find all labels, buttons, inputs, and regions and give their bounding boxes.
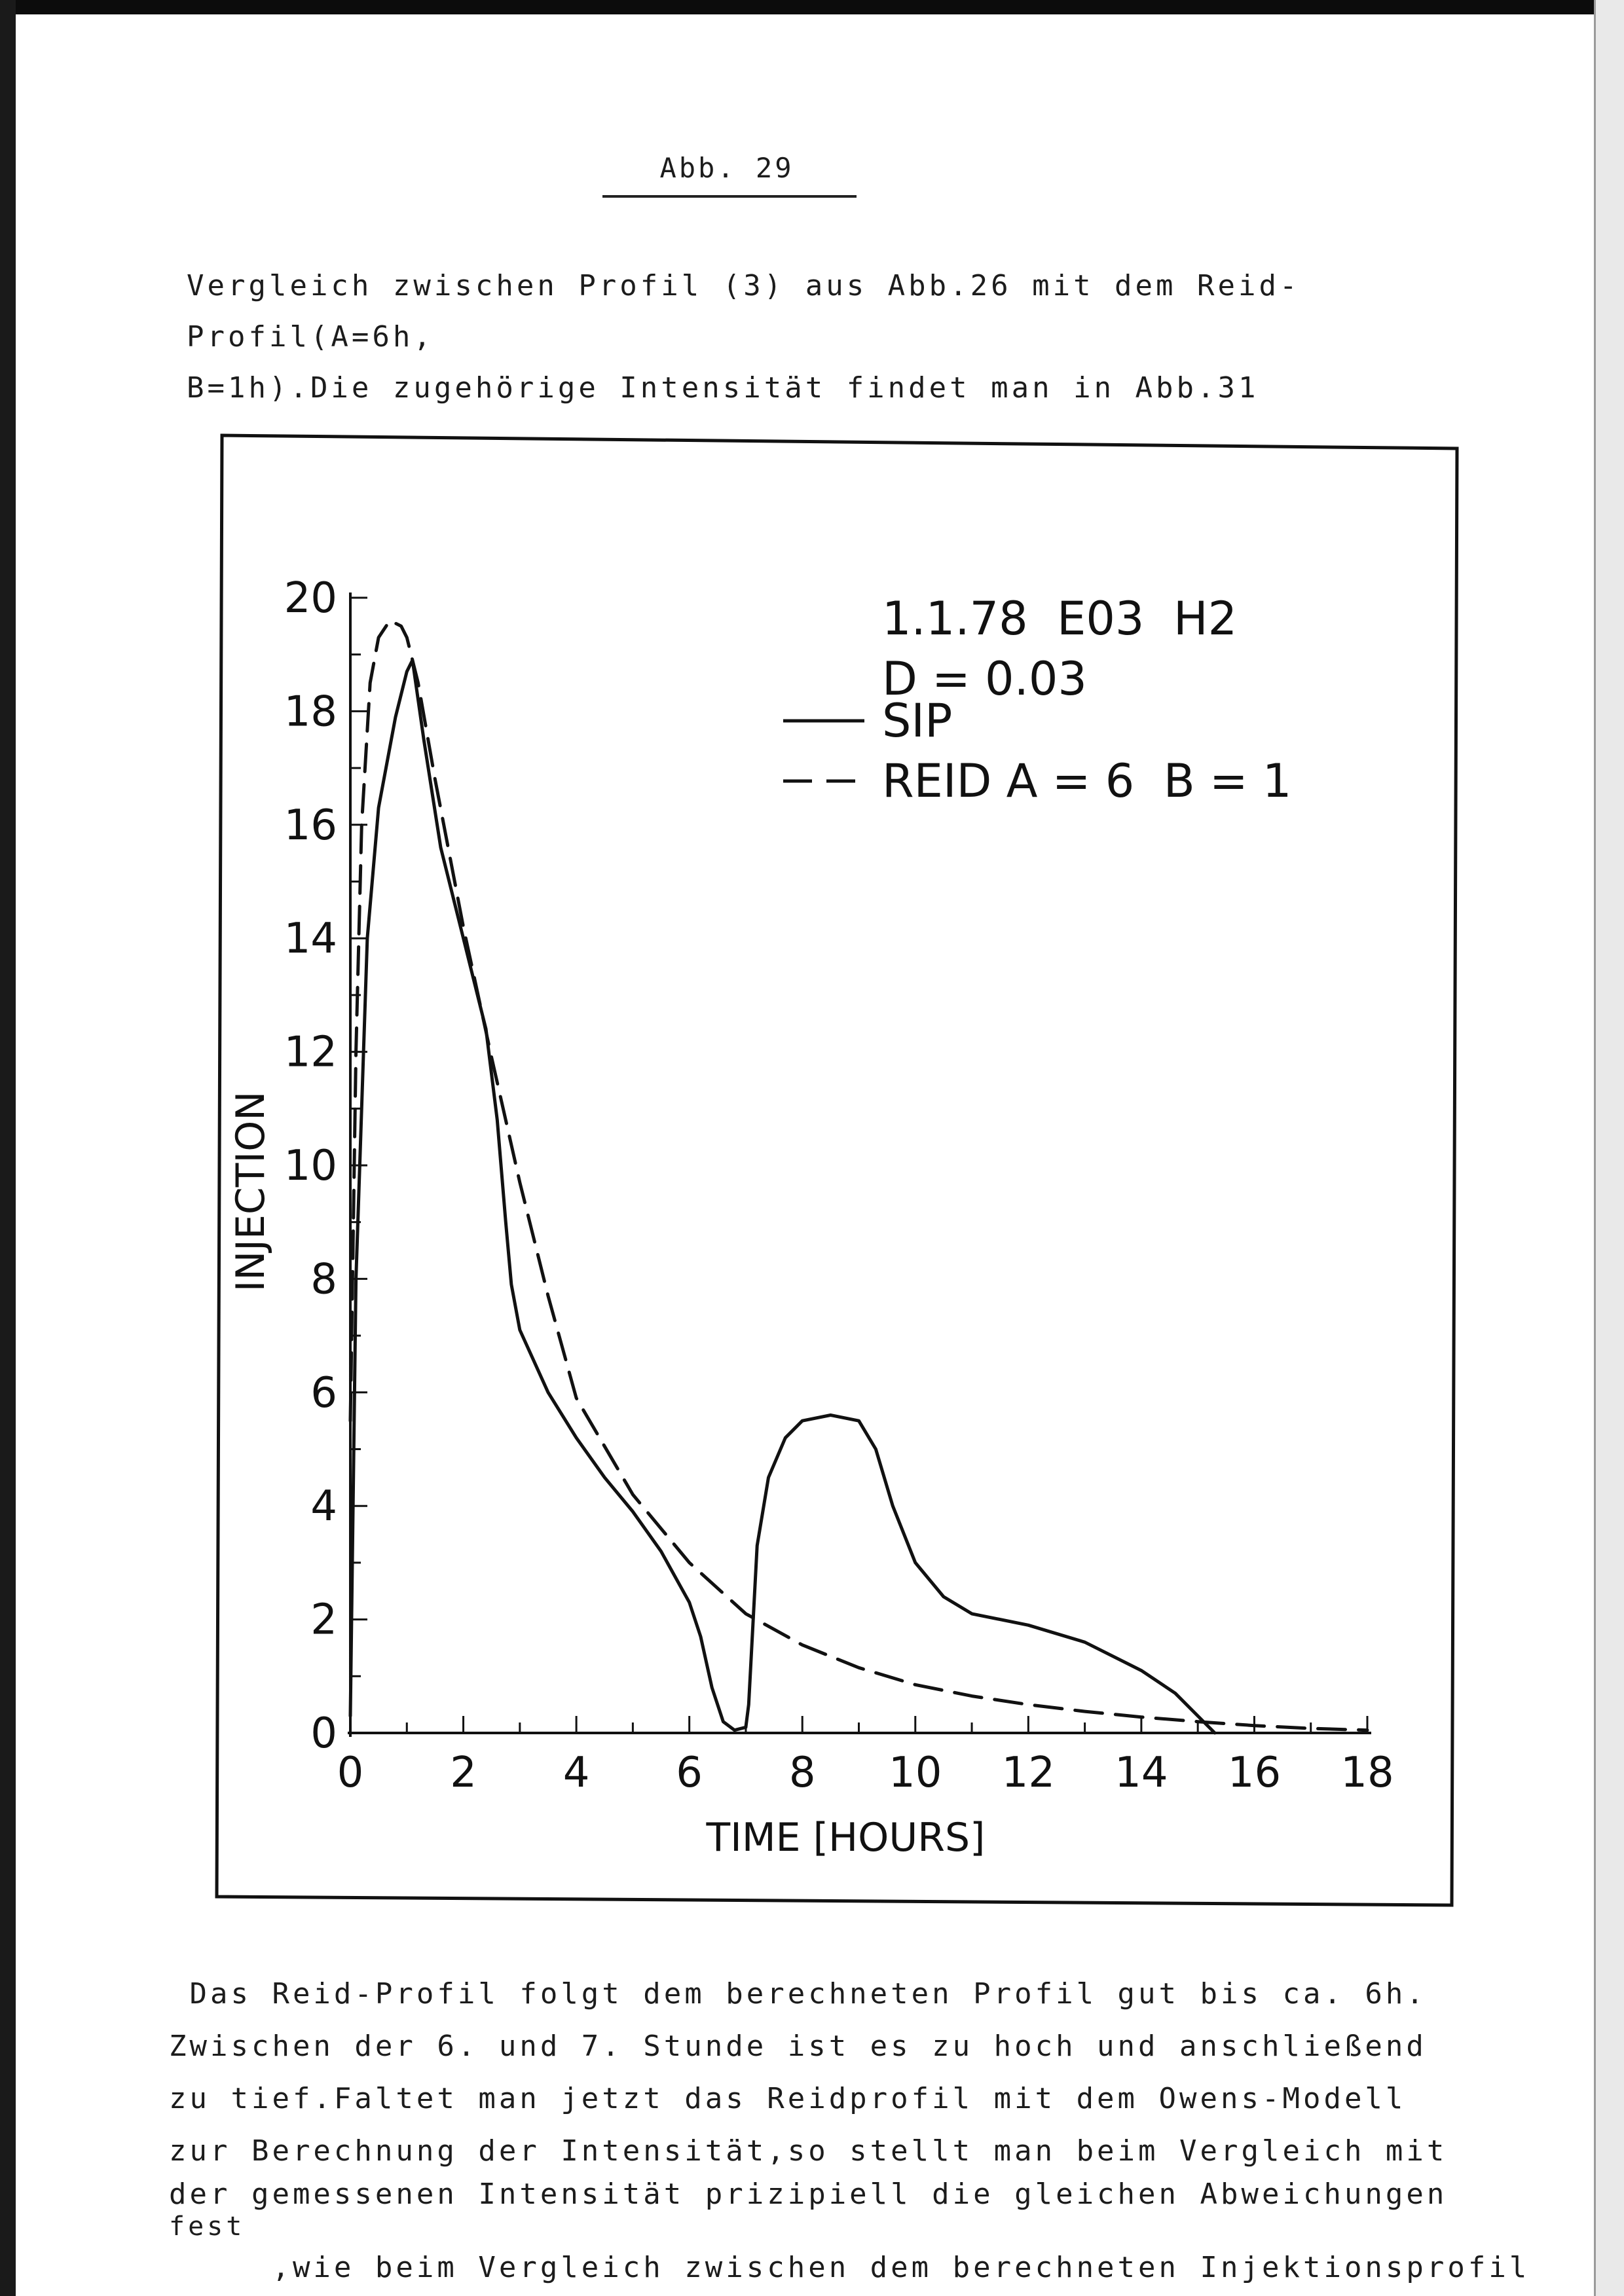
x-tick-label: 18 [1340, 1749, 1394, 1797]
body-line: zu tief.Faltet man jetzt das Reidprofil mit dem Owens-Modell [169, 2082, 1407, 2115]
legend-label-sip: SIP [882, 694, 953, 748]
y-tick-label: 2 [310, 1595, 337, 1645]
y-tick-label: 10 [284, 1142, 337, 1190]
y-tick-label: 14 [284, 915, 337, 964]
chart [219, 435, 1457, 1905]
body-line: Zwischen der 6. und 7. Stunde ist es zu hoch und anschließend [169, 2030, 1427, 2063]
y-tick-label: 4 [310, 1482, 337, 1531]
chart-border [217, 435, 1457, 1905]
x-tick-label: 8 [788, 1749, 816, 1797]
x-tick-label: 10 [889, 1749, 942, 1797]
y-tick-label: 16 [284, 801, 337, 850]
x-tick-label: 6 [676, 1749, 703, 1797]
x-tick-label: 16 [1227, 1749, 1282, 1797]
body-line: der gemessenen Intensität prizipiell die gleichen Abweichungen [169, 2178, 1448, 2211]
y-tick-label: 0 [310, 1709, 337, 1758]
x-tick-label: 0 [337, 1749, 364, 1797]
scan-right-edge [1594, 0, 1596, 2296]
x-tick-label: 14 [1115, 1749, 1168, 1797]
scan-top-border [0, 0, 1624, 14]
y-tick-label: 18 [284, 687, 337, 737]
legend-label-reid: REID A = 6 B = 1 [882, 754, 1292, 808]
plot-area [228, 574, 1394, 1861]
body-line: ,wie beim Vergleich zwischen dem berechneten Injektionsprofil [169, 2251, 1530, 2284]
body-line: fest [169, 2212, 246, 2242]
x-tick-label: 4 [563, 1749, 590, 1797]
chart-annotation: 1.1.78 E03 H2 [882, 592, 1238, 646]
y-tick-label: 8 [310, 1255, 337, 1304]
y-axis-label: INJECTION [228, 1091, 274, 1292]
x-tick-label: 12 [1001, 1749, 1056, 1797]
scan-left-border [0, 0, 16, 2296]
x-tick-label: 2 [450, 1749, 477, 1797]
figure-title-underline [602, 195, 857, 198]
body-line: Das Reid-Profil folgt dem berechneten Profil gut bis ca. 6h. [169, 1977, 1427, 2011]
scan-right-margin [1594, 0, 1624, 2296]
chart-frame [219, 435, 1457, 1905]
chart-annotation: D = 0.03 [882, 652, 1087, 706]
body-line: zur Berechnung der Intensität,so stellt man beim Vergleich mit [169, 2134, 1448, 2168]
x-axis-label: TIME [HOURS] [706, 1815, 986, 1861]
body-text [169, 1968, 1544, 2294]
y-tick-label: 12 [284, 1028, 337, 1077]
figure-caption: Vergleich zwischen Profil (3) aus Abb.26 mit dem Reid-Profil(A=6h, B=1h).Die zugehörige Intensität findet man in Abb.31 [187, 269, 1301, 405]
y-tick-label: 20 [284, 574, 337, 623]
y-tick-label: 6 [310, 1368, 337, 1417]
series-line-sip [350, 660, 1215, 1733]
figure-title: Abb. 29 [659, 152, 794, 184]
